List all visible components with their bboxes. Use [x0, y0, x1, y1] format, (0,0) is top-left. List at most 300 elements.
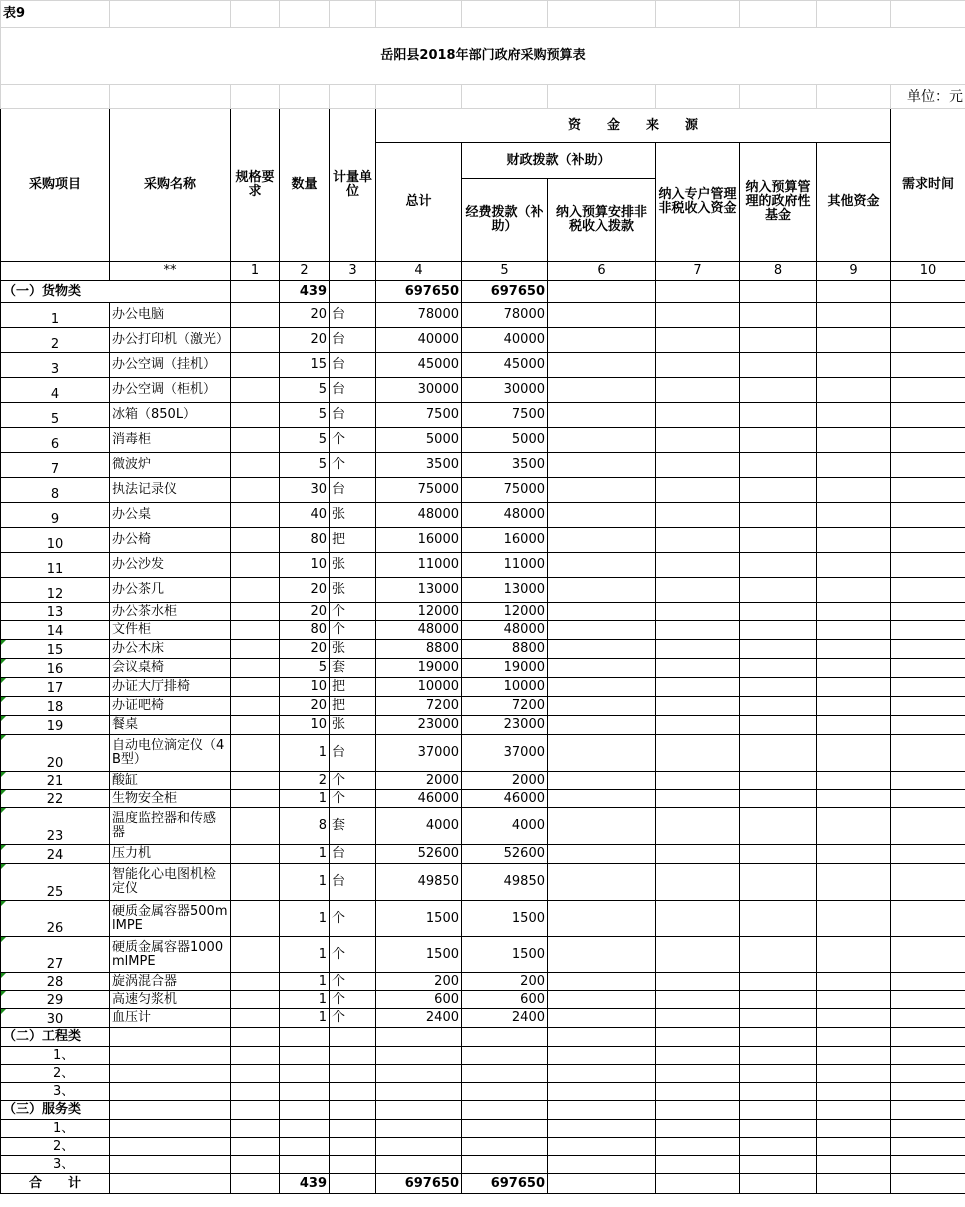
- empty-cell: [110, 1047, 231, 1065]
- item-unit: 台: [330, 864, 376, 901]
- item-total: 4000: [376, 808, 462, 845]
- row-number: 28: [1, 973, 110, 991]
- table-row: [1, 735, 965, 772]
- row-number: 4: [1, 378, 110, 403]
- nontax-cell: [548, 621, 656, 640]
- special-cell: [656, 864, 740, 901]
- gov-fund-cell: [740, 478, 817, 503]
- table-label: 表9: [1, 1, 110, 28]
- sub-item: 1、: [1, 1047, 110, 1065]
- row-number: 21: [1, 772, 110, 790]
- item-qty: 1: [280, 864, 330, 901]
- other-cell: [817, 659, 891, 678]
- item-qty: 5: [280, 403, 330, 428]
- other-cell: [817, 845, 891, 864]
- empty-cell: [376, 1156, 462, 1174]
- section-goods-label: （一）货物类: [1, 281, 231, 303]
- need-time-cell: [891, 640, 965, 659]
- table-row: [1, 697, 965, 716]
- row-number: 20: [1, 735, 110, 772]
- item-qty: 5: [280, 659, 330, 678]
- item-fiscal: 1500: [462, 937, 548, 973]
- item-total: 46000: [376, 790, 462, 808]
- spec-cell: [231, 973, 280, 991]
- spec-cell: [231, 772, 280, 790]
- special-cell: [656, 303, 740, 328]
- need-time-cell: [891, 603, 965, 621]
- header-special: 纳入专户管理非税收入资金: [656, 143, 740, 262]
- row-number: 9: [1, 503, 110, 528]
- spec-cell: [231, 1009, 280, 1028]
- empty-cell: [376, 1047, 462, 1065]
- header-fiscal-sub1: 经费拨款（补助）: [462, 179, 548, 262]
- item-qty: 20: [280, 328, 330, 353]
- item-qty: 5: [280, 428, 330, 453]
- special-cell: [656, 735, 740, 772]
- item-fiscal: 12000: [462, 603, 548, 621]
- item-total: 40000: [376, 328, 462, 353]
- special-cell: [656, 353, 740, 378]
- need-time-cell: [891, 808, 965, 845]
- empty-cell: [656, 1101, 740, 1120]
- special-cell: [656, 937, 740, 973]
- nontax-cell: [548, 716, 656, 735]
- item-qty: 40: [280, 503, 330, 528]
- gov-fund-cell: [740, 578, 817, 603]
- item-qty: 10: [280, 678, 330, 697]
- special-cell: [656, 640, 740, 659]
- nontax-cell: [548, 937, 656, 973]
- empty-cell: [656, 1138, 740, 1156]
- other-cell: [817, 1009, 891, 1028]
- empty-cell: [817, 1101, 891, 1120]
- item-name: 办公茶几: [110, 578, 231, 603]
- empty-cell: [656, 1028, 740, 1047]
- item-total: 10000: [376, 678, 462, 697]
- item-fiscal: 37000: [462, 735, 548, 772]
- row-number: 14: [1, 621, 110, 640]
- row-number: 16: [1, 659, 110, 678]
- nontax-cell: [548, 808, 656, 845]
- gov-fund-cell: [740, 528, 817, 553]
- item-fiscal: 40000: [462, 328, 548, 353]
- item-fiscal: 23000: [462, 716, 548, 735]
- header-other: 其他资金: [817, 143, 891, 262]
- item-total: 19000: [376, 659, 462, 678]
- empty-cell: [280, 1047, 330, 1065]
- item-unit: 个: [330, 453, 376, 478]
- table-row: [1, 1028, 965, 1047]
- nontax-cell: [548, 503, 656, 528]
- other-cell: [817, 553, 891, 578]
- empty-cell: [817, 1138, 891, 1156]
- need-time-cell: [891, 428, 965, 453]
- nontax-cell: [548, 1009, 656, 1028]
- table-row: [1, 640, 965, 659]
- gov-fund-cell: [740, 403, 817, 428]
- item-total: 48000: [376, 503, 462, 528]
- empty-cell: [231, 1083, 280, 1101]
- table-row: [1, 864, 965, 901]
- spec-cell: [231, 353, 280, 378]
- item-name: 办公沙发: [110, 553, 231, 578]
- item-unit: 个: [330, 428, 376, 453]
- sub-item: 3、: [1, 1156, 110, 1174]
- item-name: 微波炉: [110, 453, 231, 478]
- item-qty: 1: [280, 790, 330, 808]
- empty-cell: [231, 1101, 280, 1120]
- empty-cell: [330, 1028, 376, 1047]
- other-cell: [817, 503, 891, 528]
- item-unit: 套: [330, 659, 376, 678]
- item-total: 11000: [376, 553, 462, 578]
- empty-cell: [280, 1101, 330, 1120]
- nontax-cell: [548, 578, 656, 603]
- special-cell: [656, 478, 740, 503]
- gov-fund-cell: [740, 303, 817, 328]
- need-time-cell: [891, 973, 965, 991]
- gov-fund-cell: [740, 328, 817, 353]
- spec-cell: [231, 503, 280, 528]
- row-number: 30: [1, 1009, 110, 1028]
- grand-total-label: 合 计: [1, 1174, 110, 1194]
- gov-fund-cell: [740, 937, 817, 973]
- item-unit: 个: [330, 1009, 376, 1028]
- empty-cell: [740, 1101, 817, 1120]
- item-fiscal: 10000: [462, 678, 548, 697]
- empty-cell: [740, 1156, 817, 1174]
- item-total: 48000: [376, 621, 462, 640]
- spec-cell: [231, 328, 280, 353]
- nontax-cell: [548, 640, 656, 659]
- spec-cell: [231, 697, 280, 716]
- nontax-cell: [548, 528, 656, 553]
- gov-fund-cell: [740, 659, 817, 678]
- need-time-cell: [891, 553, 965, 578]
- empty-cell: [110, 1083, 231, 1101]
- item-fiscal: 7200: [462, 697, 548, 716]
- item-unit: 台: [330, 403, 376, 428]
- item-fiscal: 2000: [462, 772, 548, 790]
- index-cell: 10: [891, 262, 965, 281]
- empty-cell: [110, 1065, 231, 1083]
- item-total: 2400: [376, 1009, 462, 1028]
- item-fiscal: 2400: [462, 1009, 548, 1028]
- item-fiscal: 78000: [462, 303, 548, 328]
- other-cell: [817, 716, 891, 735]
- gov-fund-cell: [740, 503, 817, 528]
- row-number: 15: [1, 640, 110, 659]
- nontax-cell: [548, 659, 656, 678]
- empty-cell: [231, 1120, 280, 1138]
- item-unit: 个: [330, 901, 376, 937]
- item-unit: 张: [330, 503, 376, 528]
- item-total: 1500: [376, 937, 462, 973]
- item-name: 餐桌: [110, 716, 231, 735]
- empty-cell: [110, 1156, 231, 1174]
- empty-cell: [740, 1065, 817, 1083]
- index-row: [1, 262, 965, 281]
- empty-cell: [462, 1138, 548, 1156]
- item-name: 办证大厅排椅: [110, 678, 231, 697]
- need-time-cell: [891, 864, 965, 901]
- empty-cell: [656, 1083, 740, 1101]
- gov-fund-cell: [740, 603, 817, 621]
- empty-cell: [740, 1047, 817, 1065]
- item-qty: 8: [280, 808, 330, 845]
- item-unit: 个: [330, 790, 376, 808]
- empty-cell: [280, 1120, 330, 1138]
- spec-cell: [231, 378, 280, 403]
- nontax-cell: [548, 303, 656, 328]
- empty-cell: [891, 1120, 965, 1138]
- index-cell: 3: [330, 262, 376, 281]
- table-row: [1, 528, 965, 553]
- item-name: 办公木床: [110, 640, 231, 659]
- item-total: 3500: [376, 453, 462, 478]
- table-row: [1, 428, 965, 453]
- gov-fund-cell: [740, 678, 817, 697]
- item-qty: 80: [280, 621, 330, 640]
- item-unit: 个: [330, 772, 376, 790]
- item-unit: 张: [330, 553, 376, 578]
- empty-cell: [891, 1174, 965, 1194]
- special-cell: [656, 578, 740, 603]
- gov-fund-cell: [740, 428, 817, 453]
- item-unit: 台: [330, 303, 376, 328]
- special-cell: [656, 678, 740, 697]
- empty-cell: [231, 1047, 280, 1065]
- index-cell: 7: [656, 262, 740, 281]
- empty-cell: [656, 1120, 740, 1138]
- item-total: 30000: [376, 378, 462, 403]
- item-name: 血压计: [110, 1009, 231, 1028]
- sub-item: 3、: [1, 1083, 110, 1101]
- row-number: 24: [1, 845, 110, 864]
- empty-cell: [110, 1028, 231, 1047]
- item-name: 旋涡混合器: [110, 973, 231, 991]
- spec-cell: [231, 991, 280, 1009]
- item-fiscal: 75000: [462, 478, 548, 503]
- item-name: 文件柜: [110, 621, 231, 640]
- row-number: 2: [1, 328, 110, 353]
- section-works-label: （二）工程类: [1, 1028, 110, 1047]
- need-time-cell: [891, 453, 965, 478]
- row-number: 1: [1, 303, 110, 328]
- item-total: 52600: [376, 845, 462, 864]
- special-cell: [656, 403, 740, 428]
- empty-cell: [817, 1156, 891, 1174]
- gov-fund-cell: [740, 735, 817, 772]
- sub-item: 1、: [1, 1120, 110, 1138]
- spec-cell: [231, 808, 280, 845]
- other-cell: [817, 937, 891, 973]
- other-cell: [817, 303, 891, 328]
- item-qty: 1: [280, 735, 330, 772]
- need-time-cell: [891, 659, 965, 678]
- empty-cell: [330, 1101, 376, 1120]
- header-funds: 资 金 来 源: [376, 109, 891, 143]
- need-time-cell: [891, 790, 965, 808]
- item-fiscal: 45000: [462, 353, 548, 378]
- empty-cell: [817, 1065, 891, 1083]
- need-time-cell: [891, 303, 965, 328]
- item-total: 5000: [376, 428, 462, 453]
- spec-cell: [231, 937, 280, 973]
- other-cell: [817, 697, 891, 716]
- sub-item: 2、: [1, 1138, 110, 1156]
- spec-cell: [231, 528, 280, 553]
- empty-cell: [891, 1156, 965, 1174]
- nontax-cell: [548, 328, 656, 353]
- spec-cell: [231, 845, 280, 864]
- item-fiscal: 49850: [462, 864, 548, 901]
- empty-cell: [376, 1101, 462, 1120]
- empty-cell: [548, 1156, 656, 1174]
- item-name: 压力机: [110, 845, 231, 864]
- empty-cell: [330, 1156, 376, 1174]
- index-cell: 6: [548, 262, 656, 281]
- empty-cell: [110, 1138, 231, 1156]
- item-name: 办公打印机（激光）: [110, 328, 231, 353]
- gov-fund-cell: [740, 453, 817, 478]
- other-cell: [817, 901, 891, 937]
- other-cell: [817, 790, 891, 808]
- gov-fund-cell: [740, 973, 817, 991]
- item-qty: 20: [280, 697, 330, 716]
- item-unit: 张: [330, 578, 376, 603]
- empty-cell: [376, 1120, 462, 1138]
- item-unit: 个: [330, 991, 376, 1009]
- item-fiscal: 4000: [462, 808, 548, 845]
- row-number: 11: [1, 553, 110, 578]
- need-time-cell: [891, 716, 965, 735]
- item-name: 办公椅: [110, 528, 231, 553]
- item-qty: 20: [280, 578, 330, 603]
- special-cell: [656, 378, 740, 403]
- empty-cell: [462, 1120, 548, 1138]
- other-cell: [817, 640, 891, 659]
- item-total: 12000: [376, 603, 462, 621]
- empty-cell: [891, 1047, 965, 1065]
- table-row: [1, 303, 965, 328]
- empty-cell: [376, 1138, 462, 1156]
- table-row: [1, 1120, 965, 1138]
- empty-cell: [891, 1065, 965, 1083]
- empty-cell: [548, 1120, 656, 1138]
- item-fiscal: 13000: [462, 578, 548, 603]
- gov-fund-cell: [740, 621, 817, 640]
- table-row: [1, 973, 965, 991]
- other-cell: [817, 378, 891, 403]
- empty-cell: [110, 1101, 231, 1120]
- section-goods-row: [1, 281, 965, 303]
- need-time-cell: [891, 403, 965, 428]
- empty-cell: [891, 1138, 965, 1156]
- item-name: 硬质金属容器1000mlMPE: [110, 937, 231, 973]
- empty-cell: [330, 1138, 376, 1156]
- empty-cell: [740, 1083, 817, 1101]
- other-cell: [817, 735, 891, 772]
- spec-cell: [231, 790, 280, 808]
- need-time-cell: [891, 578, 965, 603]
- item-total: 75000: [376, 478, 462, 503]
- section-goods-total: 697650: [376, 281, 462, 303]
- item-name: 自动电位滴定仪（4B型）: [110, 735, 231, 772]
- empty-cell: [740, 1138, 817, 1156]
- empty-cell: [110, 1120, 231, 1138]
- item-qty: 1: [280, 1009, 330, 1028]
- spec-cell: [231, 403, 280, 428]
- item-fiscal: 48000: [462, 503, 548, 528]
- header-fiscal-sub2: 纳入预算安排非税收入拨款: [548, 179, 656, 262]
- item-name: 消毒柜: [110, 428, 231, 453]
- empty-cell: [656, 1174, 740, 1194]
- nontax-cell: [548, 864, 656, 901]
- table-row: [1, 1083, 965, 1101]
- item-total: 8800: [376, 640, 462, 659]
- gov-fund-cell: [740, 845, 817, 864]
- row-number: 25: [1, 864, 110, 901]
- empty-cell: [656, 1047, 740, 1065]
- gov-fund-cell: [740, 353, 817, 378]
- row-number: 17: [1, 678, 110, 697]
- special-cell: [656, 553, 740, 578]
- grand-total-fiscal: 697650: [462, 1174, 548, 1194]
- nontax-cell: [548, 403, 656, 428]
- item-qty: 20: [280, 640, 330, 659]
- item-name: 办公电脑: [110, 303, 231, 328]
- other-cell: [817, 864, 891, 901]
- table-row: [1, 1009, 965, 1028]
- empty-cell: [376, 1028, 462, 1047]
- item-qty: 2: [280, 772, 330, 790]
- index-cell: 5: [462, 262, 548, 281]
- item-qty: 15: [280, 353, 330, 378]
- nontax-cell: [548, 428, 656, 453]
- special-cell: [656, 603, 740, 621]
- table-row: [1, 1101, 965, 1120]
- empty-cell: [548, 1028, 656, 1047]
- item-unit: 台: [330, 328, 376, 353]
- item-unit: 套: [330, 808, 376, 845]
- gov-fund-cell: [740, 640, 817, 659]
- item-qty: 30: [280, 478, 330, 503]
- nontax-cell: [548, 603, 656, 621]
- empty-cell: [817, 1028, 891, 1047]
- table-row: [1, 1047, 965, 1065]
- need-time-cell: [891, 353, 965, 378]
- special-cell: [656, 1009, 740, 1028]
- item-total: 7500: [376, 403, 462, 428]
- table-row: [1, 621, 965, 640]
- empty-cell: [656, 1156, 740, 1174]
- grand-total-qty: 439: [280, 1174, 330, 1194]
- header-name: 采购名称: [110, 109, 231, 262]
- empty-cell: [548, 1047, 656, 1065]
- row-number: 29: [1, 991, 110, 1009]
- need-time-cell: [891, 735, 965, 772]
- header-unit: 计量单位: [330, 109, 376, 262]
- item-unit: 个: [330, 973, 376, 991]
- index-cell: 2: [280, 262, 330, 281]
- item-name: 温度监控器和传感器: [110, 808, 231, 845]
- item-name: 硬质金属容器500mlMPE: [110, 901, 231, 937]
- gov-fund-cell: [740, 553, 817, 578]
- item-fiscal: 600: [462, 991, 548, 1009]
- empty-cell: [817, 1120, 891, 1138]
- nontax-cell: [548, 772, 656, 790]
